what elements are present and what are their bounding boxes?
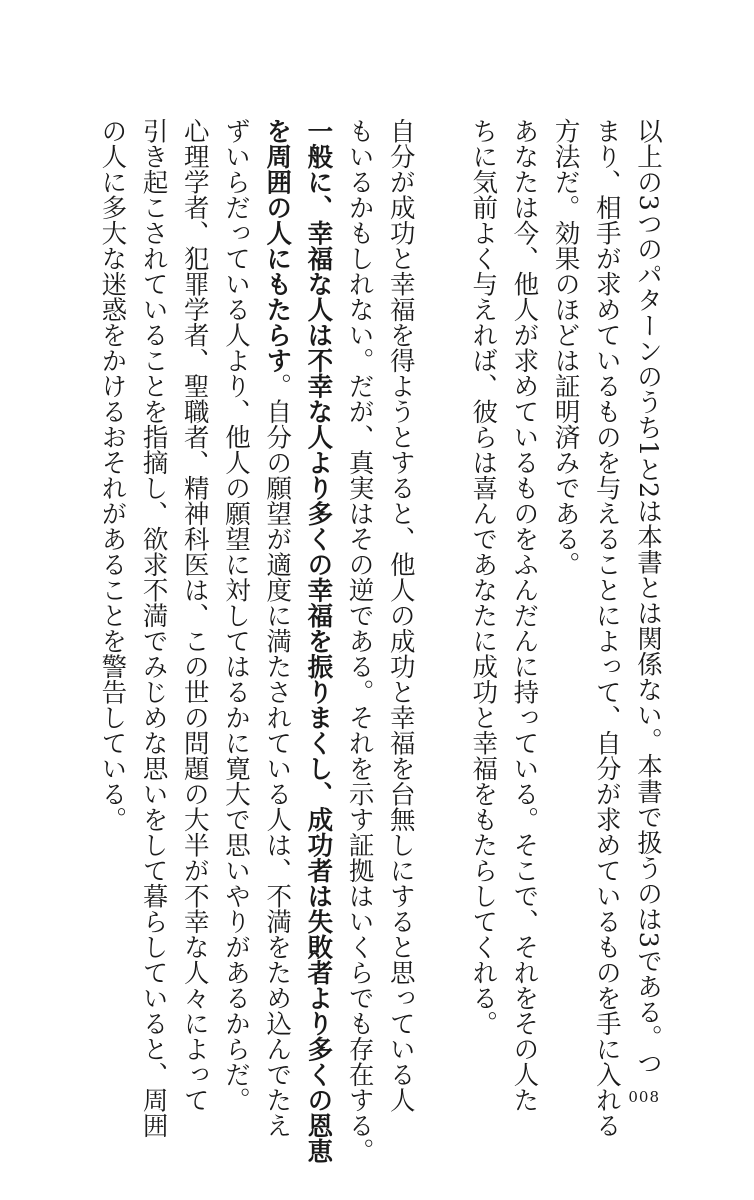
regular-text: 。自分の願望が適度に満たされている人は、不満をため込んでたえ	[262, 373, 293, 1138]
bold-text: を周囲の人にもたらす	[262, 118, 293, 373]
text-line: 方法だ。効果のほどは証明済みである。	[550, 118, 581, 577]
text-line: ずいらだっている人より、他人の願望に対してはるかに寛大で思いやりがあるからだ。	[220, 118, 251, 1113]
text-line: まり、相手が求めているものを与えることによって、自分が求めているものを手に入れる	[591, 118, 622, 1138]
text-line: 自分が成功と幸福を得ようとすると、他人の成功と幸福を台無しにすると思っている人	[385, 118, 416, 1113]
text-line-mixed	[256, 118, 297, 1138]
text-line: 心理学者、犯罪学者、聖職者、精神科医は、この世の問題の大半が不幸な人々によって	[179, 118, 210, 1113]
text-line: 引き起こされていることを指摘し、欲求不満でみじめな思いをして暮らしていると、周囲	[138, 118, 169, 1138]
text-line: の人に多大な迷惑をかけるおそれがあることを警告している。	[97, 118, 128, 832]
text-line: もいるかもしれない。だが、真実はその逆である。それを示す証拠はいくらでも存在する。	[344, 118, 375, 1164]
paragraph-spacer	[421, 118, 462, 1038]
text-line: 以上の3つのパターンのうち1と2は本書とは関係ない。本書で扱うのは3である。つ	[633, 118, 663, 1076]
bold-text: 一般に、幸福な人は不幸な人より多くの幸福を振りまくし、成功者は失敗者より多くの恩恵	[303, 118, 334, 1164]
page-number: 008	[628, 1088, 660, 1106]
text-line-bold	[297, 118, 338, 1164]
text-line: あなたは今、他人が求めているものをふんだんに持っている。そこで、それをその人た	[509, 118, 540, 1113]
text-line: ちに気前よく与えれば、彼らは喜んであなたに成功と幸福をもたらしてくれる。	[468, 118, 499, 1036]
